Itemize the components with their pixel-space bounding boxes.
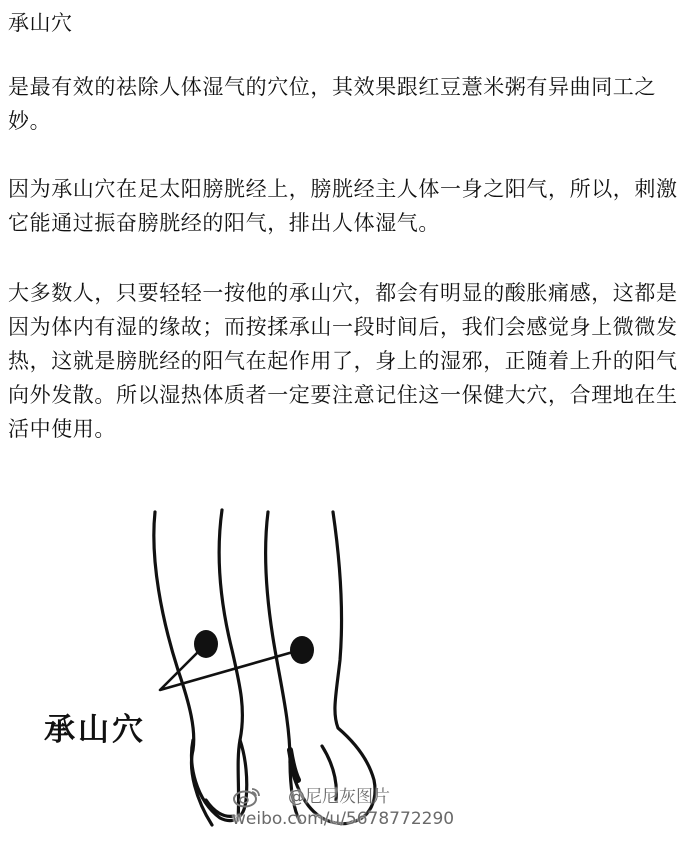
- left-leg-inner-outline: [219, 510, 242, 820]
- figure-label: 承山穴: [44, 712, 146, 748]
- paragraph-effects: 大多数人，只要轻轻一按他的承山穴，都会有明显的酸胀痛感，这都是因为体内有湿的缘故；而按揉承山一段时间后，我们会感觉身上微微发热，这就是膀胱经的阳气在起作用了，身上的湿邪，正随着上升的阳气向外发散。所以湿热体质者一定要注意记住这一保健大穴，合理地在生活中使用。: [8, 281, 678, 441]
- acupoint-illustration: [0, 500, 700, 848]
- weibo-logo-icon: [232, 786, 262, 808]
- page-title: 承山穴: [8, 11, 73, 35]
- watermark-url: weibo.com/u/5678772290: [232, 809, 455, 829]
- acupoint-dot-left: [194, 630, 218, 658]
- right-leg-outline: [333, 512, 375, 822]
- watermark: [232, 786, 502, 830]
- paragraph-intro: 是最有效的祛除人体湿气的穴位，其效果跟红豆薏米粥有异曲同工之妙。: [8, 75, 656, 133]
- watermark-handle: @尼尼灰图片: [288, 787, 390, 807]
- acupoint-dot-right: [290, 636, 314, 664]
- paragraph-meridian: 因为承山穴在足太阳膀胱经上，膀胱经主人体一身之阳气，所以，刺激它能通过振奋膀胱经的阳气，排出人体湿气。: [8, 177, 678, 235]
